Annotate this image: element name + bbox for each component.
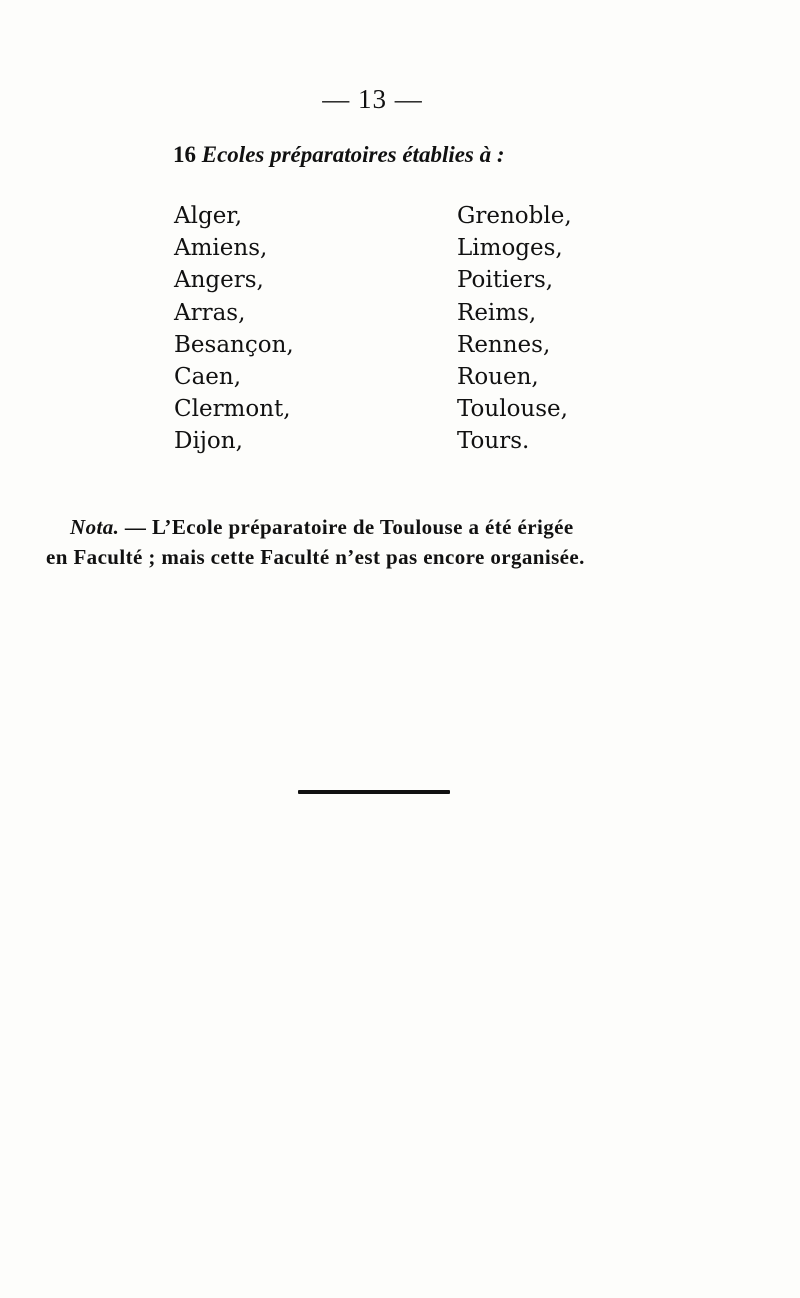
section-divider-rule: [298, 790, 450, 794]
city-item: Toulouse,: [457, 396, 568, 423]
city-list-right: [457, 200, 572, 458]
city-item: Tours.: [457, 428, 530, 455]
note-label: Nota.: [70, 515, 120, 539]
city-list-left: [174, 200, 294, 458]
city-item: Angers,: [174, 267, 264, 294]
city-item: Rennes,: [457, 331, 551, 358]
city-item: Arras,: [174, 299, 246, 326]
city-item: Besançon,: [174, 331, 294, 358]
note-line-2: en Faculté ; mais cette Faculté n’est pas encore organisée.: [46, 545, 585, 569]
city-item: Alger,: [174, 203, 243, 229]
city-item: Caen,: [174, 364, 242, 391]
city-item: Grenoble,: [457, 203, 572, 229]
city-item: Poitiers,: [457, 267, 554, 294]
section-heading: [173, 142, 505, 168]
heading-count: 16: [173, 142, 196, 167]
heading-text: Ecoles préparatoires établies à :: [201, 142, 505, 167]
city-item: Dijon,: [174, 428, 243, 455]
note-paragraph: [46, 512, 706, 572]
note-text-1: L’Ecole préparatoire de Toulouse a été érigée: [151, 515, 574, 539]
note-line-1: [46, 512, 706, 542]
city-item: Reims,: [457, 299, 537, 326]
city-item: Amiens,: [174, 235, 268, 262]
note-dash: —: [119, 515, 152, 539]
city-item: Clermont,: [174, 396, 291, 423]
page-number: — 13 —: [322, 84, 423, 114]
city-item: Rouen,: [457, 364, 539, 391]
city-item: Limoges,: [457, 235, 563, 262]
